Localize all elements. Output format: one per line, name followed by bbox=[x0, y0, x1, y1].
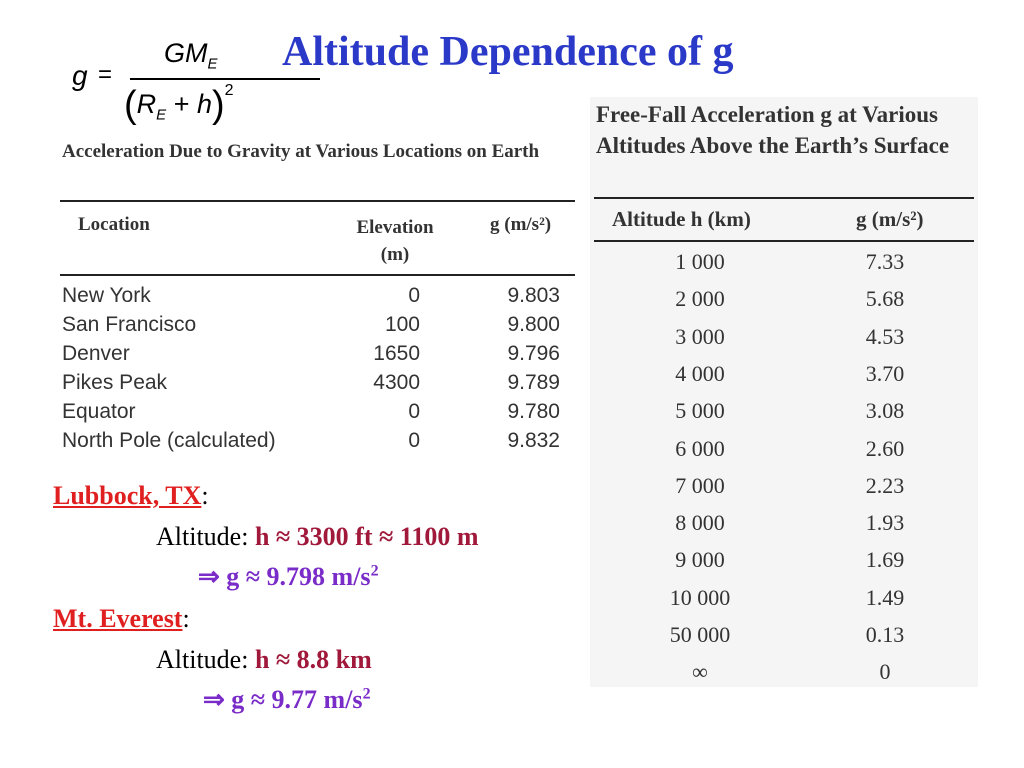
page-title: Altitude Dependence of g bbox=[282, 29, 734, 75]
table-cell: 1 000 bbox=[675, 249, 725, 274]
table-cell: 1650 bbox=[373, 342, 420, 365]
table-cell: 7 000 bbox=[675, 472, 725, 498]
column-header-location: Location bbox=[78, 214, 150, 235]
table-cell: 6 000 bbox=[675, 435, 725, 461]
altitude-g-table bbox=[590, 97, 978, 687]
table-cell: 4300 bbox=[373, 371, 420, 394]
table-cell: 0 bbox=[408, 284, 420, 307]
lubbock-heading: Lubbock, TX: bbox=[53, 481, 209, 510]
table-cell: 1.93 bbox=[865, 510, 905, 536]
formula-fraction-bar bbox=[130, 78, 320, 80]
table-rule bbox=[60, 200, 575, 202]
table-cell: 9.832 bbox=[507, 429, 560, 452]
table-caption: Acceleration Due to Gravity at Various Locations on Earth bbox=[62, 141, 540, 162]
column-header-altitude: Altitude h (km) bbox=[612, 207, 751, 231]
column-header-elevation: Elevation (m) bbox=[356, 217, 434, 265]
formula-numerator: $GM_E$ bbox=[164, 38, 218, 73]
table-cell: 3.08 bbox=[865, 398, 905, 424]
table-cell: 4 000 bbox=[675, 360, 725, 386]
everest-altitude: Altitude: h ≈ 8.8 km bbox=[156, 645, 372, 674]
table-cell: 9.803 bbox=[507, 284, 560, 307]
table-cell: 7.33 bbox=[865, 249, 905, 274]
everest-heading: Mt. Everest: bbox=[53, 604, 190, 633]
table-cell: New York bbox=[62, 284, 151, 307]
table-cell: 2 000 bbox=[675, 286, 725, 312]
table-cell: 0 bbox=[408, 429, 420, 452]
everest-result: ⇒ g ≈ 9.77 $m/s^2$ bbox=[203, 685, 371, 714]
table-cell: 9.789 bbox=[507, 371, 560, 394]
table-cell: 50 000 bbox=[669, 622, 731, 647]
lubbock-place: Lubbock, TX bbox=[53, 481, 202, 510]
table-cell: 5 000 bbox=[675, 398, 725, 424]
table-cell: 1.69 bbox=[865, 547, 905, 573]
table-cell: 1.49 bbox=[865, 584, 905, 610]
table-cell: 4.53 bbox=[865, 323, 905, 349]
table-cell: Equator bbox=[62, 400, 136, 423]
table-cell: 10 000 bbox=[669, 584, 731, 610]
lubbock-altitude-value: h ≈ 3300 ft ≈ 1100 m bbox=[254, 522, 479, 551]
table-cell: 9 000 bbox=[675, 547, 725, 573]
formula-lhs: g bbox=[72, 60, 88, 91]
table-cell: North Pole (calculated) bbox=[62, 429, 276, 452]
table-cell: 9.780 bbox=[507, 400, 560, 423]
gravity-formula bbox=[72, 38, 272, 138]
table-cell: 8 000 bbox=[675, 510, 725, 536]
table-cell: 2.60 bbox=[865, 435, 905, 461]
table-cell: 0 bbox=[879, 659, 891, 685]
table-cell: Denver bbox=[62, 342, 130, 365]
formula-equals: = bbox=[98, 61, 113, 88]
lubbock-altitude: Altitude: h ≈ 3300 ft ≈ 1100 m bbox=[156, 522, 479, 551]
column-header-g: g (m/s²) bbox=[856, 207, 924, 231]
table-rule bbox=[594, 197, 974, 199]
table-cell: 3 000 bbox=[675, 323, 725, 349]
table-cell: Pikes Peak bbox=[62, 371, 168, 394]
formula-denominator: $(R_E + h)^2$ bbox=[124, 82, 234, 126]
gravity-locations-table bbox=[60, 134, 580, 464]
table-rule bbox=[60, 274, 575, 276]
table-cell: 0 bbox=[408, 400, 420, 423]
column-header-g: g (m/s²) bbox=[490, 214, 552, 235]
table-cell: 0.13 bbox=[865, 622, 905, 647]
table-cell: 5.68 bbox=[865, 286, 905, 312]
table-cell: 9.796 bbox=[507, 342, 560, 365]
table-caption: Free-Fall Acceleration g at Various Altitudes Above the Earth’s Surface bbox=[596, 102, 950, 158]
table-cell: San Francisco bbox=[62, 313, 197, 336]
table-cell: 9.800 bbox=[507, 313, 560, 336]
table-cell: 2.23 bbox=[865, 472, 905, 498]
everest-place: Mt. Everest bbox=[53, 604, 183, 633]
table-cell: 100 bbox=[384, 313, 420, 336]
everest-altitude-value: h ≈ 8.8 km bbox=[254, 645, 372, 674]
table-rule bbox=[594, 240, 974, 242]
lubbock-result: ⇒ g ≈ 9.798 $m/s^2$ bbox=[198, 562, 379, 591]
table-cell: 3.70 bbox=[865, 360, 905, 386]
table-cell: ∞ bbox=[692, 659, 708, 685]
